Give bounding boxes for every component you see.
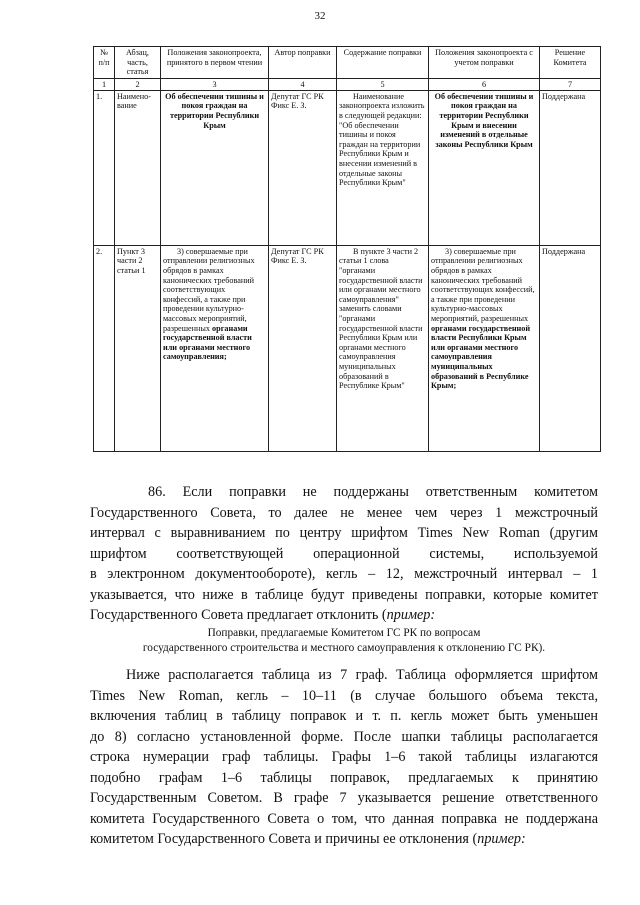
- header-content: Содержание поправки: [337, 47, 429, 79]
- paragraph-86: [90, 482, 598, 626]
- text-line: Times New Roman, кегль – 10–11 (в случае большого объема текста,: [90, 687, 598, 704]
- header-part: Абзац, часть, статья: [115, 47, 161, 79]
- col-number: 6: [429, 78, 540, 90]
- table-caption: [90, 626, 598, 656]
- text-line: шрифтом соответствующей операционной системы, используемой: [90, 545, 598, 562]
- last-line-text: комитетом Государственного Совета и причины ее отклонения (: [90, 831, 478, 847]
- text-line: комитета Государственного Совета о том, что данная поправка не поддержана: [90, 810, 598, 827]
- header-decision: Решение Комитета: [540, 47, 601, 79]
- amended-bold-text: органами государственной власти Республики Крым или органами местного самоуправления муниципальных образований в Республике Крым;: [431, 323, 531, 391]
- page-number: 32: [314, 10, 326, 22]
- col-number: 3: [161, 78, 269, 90]
- row-part: Наимено-вание: [115, 90, 161, 245]
- caption-line: государственного строительства и местного самоуправления к отклонению ГС РК).: [142, 642, 546, 654]
- row-original: [161, 245, 269, 451]
- text-line: включения таблиц в таблицу поправок и т. п. кегль может быть уменьшен: [90, 708, 598, 724]
- text-line: 86. Если поправки не поддержаны ответственным комитетом: [148, 484, 598, 500]
- header-author: Автор поправки: [269, 47, 337, 79]
- original-bold-text: органами государственной власти или органами местного самоуправления;: [163, 323, 252, 362]
- row-author: Депутат ГС РК Фикс Е. З.: [269, 90, 337, 245]
- text-line: до 8) согласно установленной форме. После шапки таблицы располагается: [90, 728, 598, 745]
- text-line: строка нумерации граф таблицы. Графы 1–6 такой таблицы излагаются: [90, 749, 598, 765]
- row-num: 1.: [94, 90, 115, 245]
- original-plain-text: 3) совершаемые при отправлении религиозных обрядов в рамках канонических требований соответствующих конфессий, а также при проведении культурно-массовых мероприятий, разрешенных: [163, 246, 255, 333]
- row-part: Пункт 3 части 2 статьи 1: [115, 245, 161, 451]
- row-num: 2.: [94, 245, 115, 451]
- example-label: пример:: [386, 607, 436, 623]
- paragraph-table-description: [90, 665, 598, 850]
- row-with-amendment: [429, 245, 540, 451]
- column-number-row: [94, 78, 601, 90]
- row-content: В пункте 3 части 2 статьи 1 слова "органами государственной власти или органами местного самоуправления" заменить словами "органами государственной власти Республики Крым или органами местного самоуправления муниципальных образований в Республике Крым": [337, 245, 429, 451]
- col-number: 1: [94, 78, 115, 90]
- amended-plain-text: 3) совершаемые при отправлении религиозных обрядов в рамках канонических требований соответствующих конфессий, а также при проведении культурно-массовых мероприятий, разрешенных: [431, 246, 535, 323]
- text-line: подобно графам 1–6 таблицы поправок, предлагаемых к принятию: [90, 769, 598, 786]
- text-line: [90, 605, 598, 626]
- table-row: [94, 90, 601, 245]
- header-with-amendment: Положения законопроекта с учетом поправки: [429, 47, 540, 79]
- row-with-amendment: Об обеспечении тишины и покоя граждан на территории Республики Крым и внесении изменений в отдельные законы Республики Крым: [429, 90, 540, 245]
- row-decision: Поддержана: [540, 90, 601, 245]
- text-line: в электронном документообороте), кегль – 12, межстрочный интервал – 1: [90, 566, 598, 582]
- header-original: Положения законопроекта, принятого в первом чтении: [161, 47, 269, 79]
- text-line: интервал с выравниванием по центру шрифтом Times New Roman (другим: [90, 525, 598, 541]
- table-row: [94, 245, 601, 451]
- row-decision: Поддержана: [540, 245, 601, 451]
- col-number: 4: [269, 78, 337, 90]
- row-content: Наименование законопроекта изложить в следующей редакции: "Об обеспечении тишины и покоя граждан на территории Республики Крым и внесении изменений в отдельные законы Республики Крым": [337, 90, 429, 245]
- col-number: 5: [337, 78, 429, 90]
- row-author: Депутат ГС РК Фикс Е. З.: [269, 245, 337, 451]
- table-header-row: [94, 47, 601, 79]
- header-num: № п/п: [94, 47, 115, 79]
- text-line: указывается, что ниже в таблице будут приведены поправки, которые комитет: [90, 586, 598, 603]
- amendments-table: [93, 46, 601, 452]
- col-number: 2: [115, 78, 161, 90]
- text-line: Государственным Советом. В графе 7 указывается решение ответственного: [90, 790, 598, 806]
- text-line: Государственного Совета, то далее не менее чем через 1 межстрочный: [90, 504, 598, 521]
- caption-line: Поправки, предлагаемые Комитетом ГС РК по вопросам: [207, 627, 481, 639]
- last-line-text: Государственного Совета предлагает отклонить (: [90, 607, 387, 623]
- text-line: [90, 829, 598, 850]
- example-label: пример:: [477, 831, 526, 847]
- col-number: 7: [540, 78, 601, 90]
- row-original: Об обеспечении тишины и покоя граждан на территории Республики Крым: [161, 90, 269, 245]
- text-line: Ниже располагается таблица из 7 граф. Таблица оформляется шрифтом: [126, 667, 598, 683]
